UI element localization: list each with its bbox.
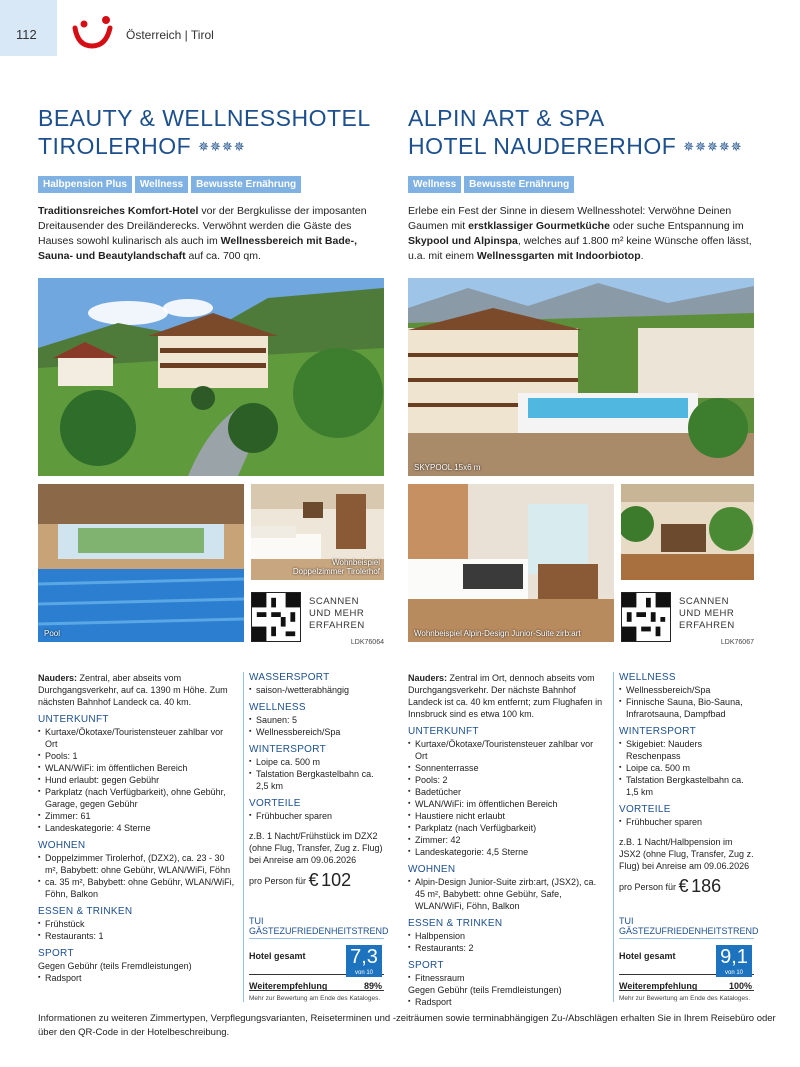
sport-list: ▪ Radsport — [38, 972, 238, 984]
tag-list — [408, 174, 754, 194]
unterkunft-list: ▪ Kurtaxe/Ökotaxe/Touristensteuer zahlbar vor Ort ▪ Pools: 1 ▪ WLAN/WiFi: im öffentlichen Bereich ▪ Hund erlaubt: gegen Gebühr ▪ Parkplatz (nach Verfügbarkeit), ohne Gebühr, Garage, gegen Gebühr ▪ Zimmer: 61 ▪ Landeskategorie: 4 Sterne — [38, 726, 238, 834]
sport-pre-list: ▪ Fitnessraum — [408, 972, 608, 984]
section-heading: WINTERSPORT — [249, 744, 327, 755]
sport-text: Gegen Gebühr (teils Fremdleistungen) — [38, 961, 192, 971]
photo-caption: Wohnbeispiel Alpin-Design Junior-Suite zirb:art — [414, 629, 581, 638]
room-photo — [251, 484, 384, 580]
section-heading: WOHNEN — [408, 864, 456, 875]
ldk-code: LDK76064 — [350, 639, 384, 646]
location-text: Nauders: Zentral im Ort, dennoch abseits vom Durchgangsverkehr. Der nächste Bahnhof Landeck ist ca. 40 km entfernt; zum Flughafen in Innsbruck sind es etwa 100 km. — [408, 673, 603, 719]
tag: Wellness — [408, 176, 461, 193]
price-amount: 186 — [691, 876, 722, 896]
pool-photo — [38, 484, 244, 642]
tag: Wellness — [135, 176, 188, 193]
section-heading: WELLNESS — [619, 672, 676, 683]
satisfaction-box: TUI GÄSTEZUFRIEDENHEITSTREND Hotel gesamt 9,1 von 10 Weiterempfehlung 100% Mehr zur Bewertung am Ende des Kataloges. — [619, 916, 759, 1002]
location-text: Nauders: Zentral, aber abseits vom Durchgangsverkehr, auf ca. 1390 m Höhe. Zum nächsten Bahnhof Landeck ca. 40 km. — [38, 673, 228, 707]
wohnen-list: ▪ Alpin-Design Junior-Suite zirb:art, (JSX2), ca. 45 m², Babybett: ohne Gebühr, Safe, WLAN/WiFi, Föhn, Balkon — [408, 876, 608, 912]
section-heading: UNTERKUNFT — [38, 714, 109, 725]
info-column-1 — [38, 672, 238, 984]
section-heading: VORTEILE — [619, 804, 671, 815]
qr-code-icon[interactable] — [251, 592, 301, 642]
garden-photo — [621, 484, 754, 580]
hotel-intro: Erlebe ein Fest der Sinne in diesem Wellnesshotel: Verwöhne Deinen Gaumen mit erstklassiger Gourmetküche oder suche Entspannung im Skypool und Alpinspa, welches auf 1.800 m² keine Wünsche offen lässt, u.a. mit einem Wellnessgarten mit Indoorbiotop. — [408, 205, 752, 262]
section-heading: UNTERKUNFT — [408, 726, 479, 737]
satisfaction-box: TUI GÄSTEZUFRIEDENHEITSTREND Hotel gesamt 7,3 von 10 Weiterempfehlung 89% Mehr zur Bewertung am Ende des Kataloges. — [249, 916, 389, 1002]
section-heading: WOHNEN — [38, 840, 86, 851]
info-column-2: WELLNESS ▪ Wellnessbereich/Spa ▪ Finnische Sauna, Bio-Sauna, Infrarotsauna, Dampfbad WINTERSPORT ▪ Skigebiet: Nauders Reschenpass ▪ Loipe ca. 500 m ▪ Talstation Bergkastelbahn ca. 1,5 km VORTEILE ▪ Frühbucher sparen z.B. 1 Nacht/Halbpension im JSX2 (ohne Flug, Transfer, Zug z. Flug) bei Anreise am 09.06.2026 pro Person für € 186 — [619, 672, 754, 893]
region-label: Österreich | Tirol — [126, 28, 214, 42]
room-photo — [408, 484, 614, 642]
essen-list: ▪ Frühstück ▪ Restaurants: 1 — [38, 918, 238, 942]
sport-text: Gegen Gebühr (teils Fremdleistungen) — [408, 985, 562, 995]
stars-rating: ✵✵✵✵✵ — [683, 139, 743, 154]
essen-list: ▪ Halbpension ▪ Restaurants: 2 — [408, 930, 608, 954]
divider — [243, 672, 244, 1002]
section-heading: SPORT — [38, 948, 74, 959]
info-column-1 — [408, 672, 608, 1008]
wohnen-list: ▪ Doppelzimmer Tirolerhof, (DZX2), ca. 23 - 30 m², Babybett: ohne Gebühr, WLAN/WiFi, Föhn ▪ ca. 35 m², Babybett: ohne Gebühr, WLAN/WiFi, Föhn, Balkon — [38, 852, 238, 900]
info-column-2: WASSERSPORT ▪ saison-/wetterabhängig WELLNESS ▪ Saunen: 5 ▪ Wellnessbereich/Spa WINTERSPORT ▪ Loipe ca. 500 m ▪ Talstation Bergkastelbahn ca. 2,5 km VORTEILE ▪ Frühbucher sparen z.B. 1 Nacht/Frühstück im DZX2 (ohne Flug, Transfer, Zug z. Flug) bei Anreise am 09.06.2026 pro Person für € 102 — [249, 672, 384, 887]
photo-caption: Pool — [44, 629, 61, 638]
qr-text: SCANNEN UND MEHR ERFAHREN — [679, 596, 735, 631]
tag-list — [38, 174, 384, 194]
price-line: pro Person für € 186 — [619, 876, 722, 896]
photo-caption: SKYPOOL 15x6 m — [414, 463, 481, 472]
section-heading: VORTEILE — [249, 798, 301, 809]
unterkunft-list: ▪ Kurtaxe/Ökotaxe/Touristensteuer zahlbar vor Ort ▪ Sonnenterrasse ▪ Pools: 2 ▪ Badetücher ▪ WLAN/WiFi: im öffentlichen Bereich ▪ Haustiere nicht erlaubt ▪ Parkplatz (nach Verfügbarkeit) ▪ Zimmer: 42 ▪ Landeskategorie: 4,5 Sterne — [408, 738, 608, 858]
hotel-title: ALPIN ART & SPA HOTEL NAUDERERHOF ✵✵✵✵✵ — [408, 105, 743, 159]
qr-block[interactable] — [621, 592, 754, 646]
section-heading: WINTERSPORT — [619, 726, 697, 737]
page-number: 112 — [0, 0, 57, 56]
qr-block[interactable] — [251, 592, 384, 646]
price-amount: 102 — [321, 870, 352, 890]
tag: Bewusste Ernährung — [191, 176, 301, 193]
divider — [613, 672, 614, 1002]
section-heading: ESSEN & TRINKEN — [38, 906, 133, 917]
hotel-intro: Traditionsreiches Komfort-Hotel vor der Bergkulisse der imposanten Dreitausender des Dreiländerecks. Verwöhnt werden die Gäste des Hauses sowohl kulinarisch als auch im Wellnessbereich mit Bade-, Sauna- und Beautylandschaft auf ca. 700 qm. — [38, 205, 367, 262]
hotel-tirolerhof — [38, 104, 389, 1002]
hotel-exterior-photo — [408, 278, 754, 476]
tag: Halbpension Plus — [38, 176, 132, 193]
section-heading: SPORT — [408, 960, 444, 971]
sport-list: ▪ Radsport — [408, 996, 608, 1008]
section-heading: WASSERSPORT — [249, 672, 330, 683]
hotel-title: BEAUTY & WELLNESSHOTEL TIROLERHOF ✵✵✵✵ — [38, 105, 371, 159]
photo-caption: Wohnbeispiel Doppelzimmer Tirolerhof — [292, 558, 380, 576]
qr-text: SCANNEN UND MEHR ERFAHREN — [309, 596, 365, 631]
price-text: z.B. 1 Nacht/Halbpension im JSX2 (ohne Flug, Transfer, Zug z. Flug) bei Anreise am 09.06.2026 — [619, 837, 754, 871]
stars-rating: ✵✵✵✵ — [198, 139, 246, 154]
tui-logo — [72, 14, 114, 50]
qr-code-icon[interactable] — [621, 592, 671, 642]
price-line: pro Person für € 102 — [249, 870, 352, 890]
section-heading: ESSEN & TRINKEN — [408, 918, 503, 929]
tag: Bewusste Ernährung — [464, 176, 574, 193]
section-heading: WELLNESS — [249, 702, 306, 713]
price-text: z.B. 1 Nacht/Frühstück im DZX2 (ohne Flug, Transfer, Zug z. Flug) bei Anreise am 09.06.2026 — [249, 831, 383, 865]
footer-note: Informationen zu weiteren Zimmertypen, Verpflegungsvarianten, Reiseterminen und -zeiträumen sowie terminabhängigen Zu-/Abschlägen erhalten Sie in Ihrem Reisebüro oder über den QR-Code in der Hotelbeschreibung. — [38, 1013, 776, 1038]
ldk-code: LDK76067 — [720, 639, 754, 646]
score-badge: 9,1 — [716, 945, 752, 969]
hotel-exterior-photo — [38, 278, 384, 476]
hotel-naudererhof — [408, 104, 759, 1007]
score-badge: 7,3 — [346, 945, 382, 969]
